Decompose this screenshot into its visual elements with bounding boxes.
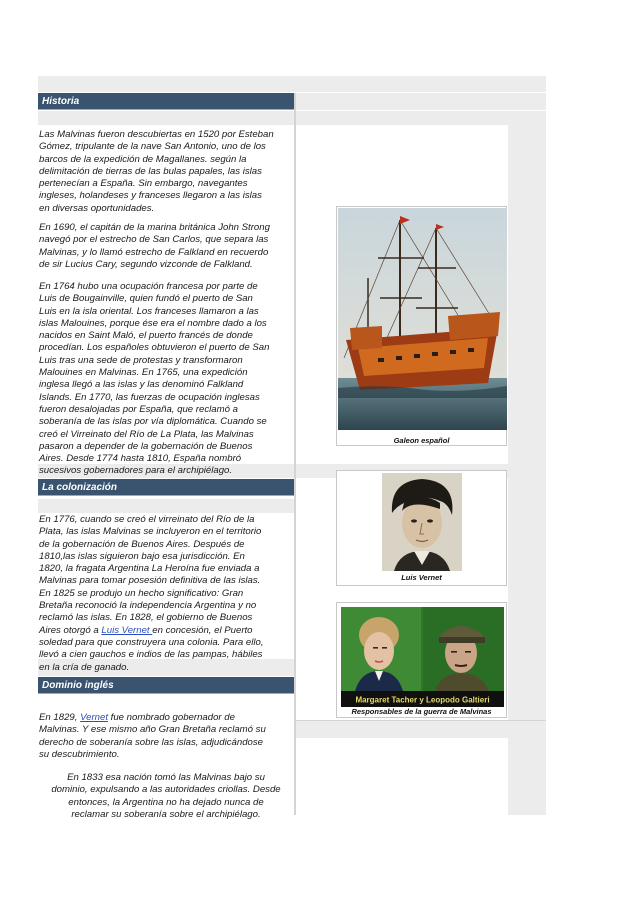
- table-top-band: [38, 76, 546, 92]
- paragraph-colonizacion: En 1776, cuando se creó el virreinato del Río de la Plata, las islas Malvinas se incluyeron en el territorio de la gobernación de Buenos Aires. Después de 1810,las islas siguieron bajo esa jurisdicción. En 1820, la fragata Argentina La Heroína fue enviada a Malvinas para tomar posesión definitiva de las islas. En 1825 se produjo un hecho significativo: Gran Bretaña reconoció la independencia Argentina y no reclamó las islas. En 1828, el gobierno de Buenos Aires otorgó a Luis Vernet en concesión, el Puerto soledad para que construyera una colonia. Para ello, llevó a cien gauchos e indios de las pampas, hábiles en la cría de ganado.: [39, 514, 264, 673]
- section-title: La colonización: [42, 482, 118, 493]
- section-header-colonizacion: [38, 479, 294, 496]
- figure-vernet: [336, 470, 507, 586]
- paragraph-historia-3: En 1764 hubo una ocupación francesa por parte de Luis de Bougainville, quien fundó el puerto de San Luis en la isla oriental. Los franceses llamaron a las islas Malouines, porque ése era el nombre dado a los nacidos en Saint Maló, el puerto francés de donde procedían. Los españoles obtuvieron el puerto de San Luis tras una sede de protestas y transformaron Malouines en Malvinas. En 1765, una expedición inglesa llegó a las islas y las denominó Falkland Islands. En 1770, las fuerzas de ocupación inglesas fueron desalojadas por España, que reclamó a soberanía de las islas por vía diplomática. Cuando se creó el Virreinato del Río de La Plata, las Malvinas pasaron a depender de la gobernación de Buenos Aires. Desde 1774 hasta 1810, España nombró sucesivos gobernadores para el archipiélago.: [39, 281, 270, 477]
- section-header-historia: [38, 93, 294, 110]
- figure-caption: Responsables de la guerra de Malvinas: [351, 707, 492, 716]
- section-header-dominio: [38, 677, 294, 694]
- figure-responsables: [336, 602, 507, 718]
- section-title: Historia: [42, 96, 80, 107]
- thatcher-galtieri-image: [341, 607, 504, 707]
- figure-caption: Luis Vernet: [401, 573, 442, 582]
- paragraph-historia-1: Las Malvinas fueron descubiertas en 1520 por Esteban Gómez, tripulante de la nave San Antonio, uno de los barcos de la expedición de Magallanes. según la delimitación de tierras de las bulas papales, las islas pertenecían a España. Sin embargo, navegantes ingleses, holandeses y franceses llegaron a las islas en diversas oportunidades.: [39, 129, 274, 214]
- galleon-image: [338, 208, 507, 430]
- paragraph-dominio-2: En 1833 esa nación tomó las Malvinas bajo su dominio, expulsando a las autoridades criollas. Desde entonces, la Argentina no ha dejado nunca de reclamar su soberanía sobre el archipiélago.: [51, 772, 281, 820]
- column-divider: [294, 93, 296, 815]
- table-band: [38, 499, 294, 513]
- banner-text: Margaret Tacher y Leopodo Galtieri: [355, 695, 490, 705]
- vernet-portrait: [382, 473, 462, 571]
- paragraph-historia-2: En 1690, el capitán de la marina británica John Strong navegó por el estrecho de San Carlos, que separa las Malvinas, y lo llamó estrecho de Falkland en recuerdo de sir Lucius Cary, segundo vizconde de Falkland.: [39, 222, 270, 270]
- figure-galeon: [336, 206, 507, 446]
- right-header-cell: [296, 93, 546, 110]
- link-luis-vernet[interactable]: Luis Vernet: [101, 624, 153, 636]
- table-band: [38, 111, 546, 125]
- figure-caption: Galeon español: [393, 436, 450, 445]
- paragraph-dominio-1: En 1829, Vernet fue nombrado gobernador de Malvinas. Y ese mismo año Gran Bretaña reclamó su derecho de soberanía sobre las islas, adjudicándose su descubrimiento.: [39, 712, 266, 760]
- link-vernet[interactable]: Vernet: [80, 712, 108, 723]
- section-title: Dominio inglés: [42, 680, 114, 691]
- table-band: [296, 721, 508, 738]
